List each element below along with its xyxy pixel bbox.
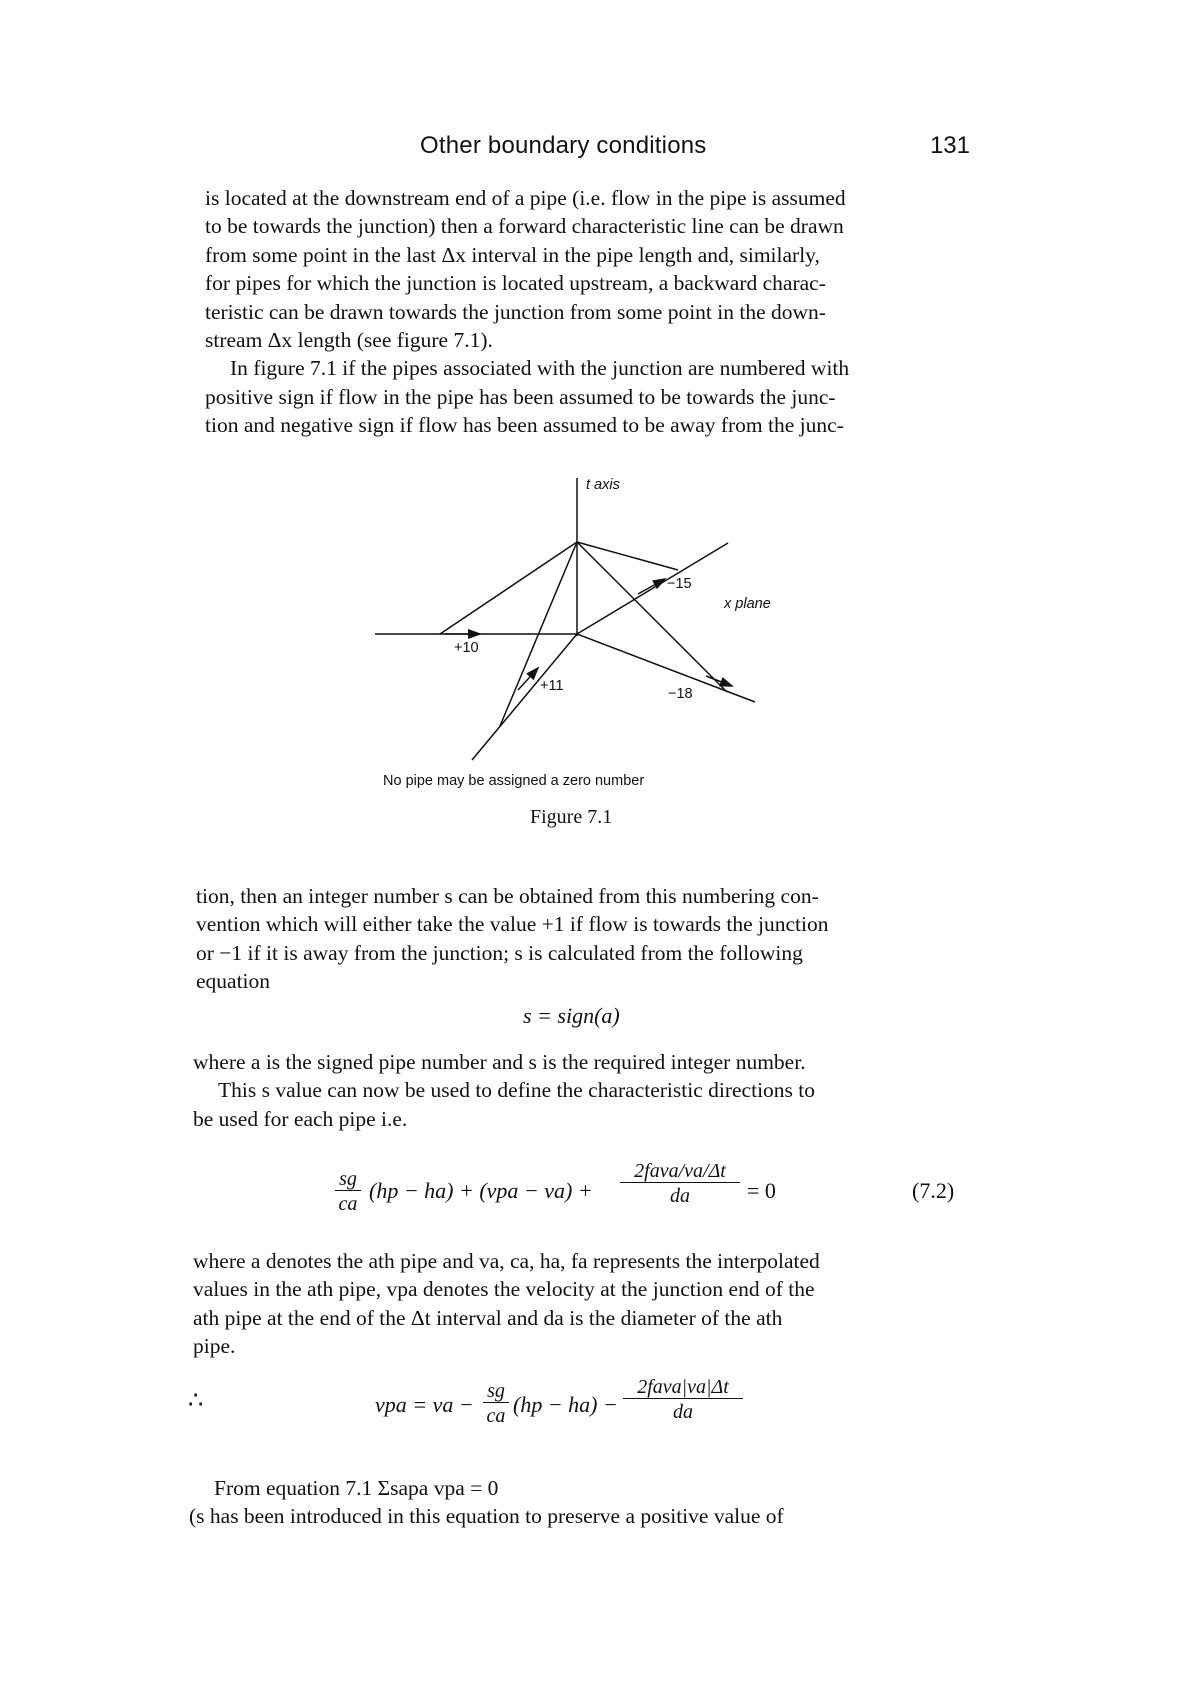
text-line: vention which will either take the value +1 if flow is towards the junction (196, 912, 829, 937)
t-axis-label: t axis (586, 477, 620, 493)
text-line: From equation 7.1 Σsapa vpa = 0 (214, 1476, 499, 1500)
eq72-frac-den: da (620, 1182, 740, 1207)
figure-note: No pipe may be assigned a zero number (383, 773, 645, 789)
eq-vpa-lead-den: ca (483, 1402, 509, 1427)
equation-number: (7.2) (912, 1178, 955, 1203)
therefore-symbol: ∴ (188, 1388, 204, 1414)
pipe-label-minus-15: −15 (667, 576, 692, 592)
page-number: 131 (929, 132, 970, 159)
running-head-title: Other boundary conditions (420, 132, 707, 159)
eq72-frac-num: 2fava/va/Δt (634, 1160, 726, 1182)
pipe-minus-15-arrow (638, 579, 665, 594)
text-line: is located at the downstream end of a pipe (i.e. flow in the pipe is assumed (205, 186, 846, 210)
text-line: ath pipe at the end of the Δt interval and da is the diameter of the ath (193, 1305, 783, 1330)
pipe-label-plus-10: +10 (454, 640, 479, 656)
eq-vpa-fraction (623, 1376, 743, 1423)
pipe-label-plus-11: +11 (540, 678, 564, 694)
pipe-label-minus-18: −18 (668, 686, 693, 702)
eq72-rhs: = 0 (747, 1178, 776, 1203)
pipe-plus-11-arrow (518, 668, 538, 690)
equation-sign: s = sign(a) (523, 1003, 620, 1028)
x-plane-label: x plane (724, 596, 771, 612)
paragraph-notation (193, 1247, 965, 1361)
text-line: tion, then an integer number s can be obtained from this numbering con- (196, 884, 819, 908)
junction-diagram (360, 478, 810, 778)
paragraph-equation-7-1 (189, 1474, 961, 1531)
paragraph-intro (205, 184, 977, 440)
eq-vpa-lead-num: sg (487, 1380, 505, 1402)
text-line: for pipes for which the junction is located upstream, a backward charac- (205, 271, 826, 296)
text-line: (s has been introduced in this equation to preserve a positive value of (189, 1504, 784, 1529)
text-line: teristic can be drawn towards the junction from some point in the down- (205, 299, 826, 324)
text-line: stream Δx length (see figure 7.1). (205, 328, 493, 353)
eq-vpa-frac-den: da (623, 1398, 743, 1423)
text-line: pipe. (193, 1334, 236, 1359)
figure-caption: Figure 7.1 (530, 806, 613, 828)
equation-7-2 (335, 1160, 805, 1234)
pipe-minus-15-char (577, 542, 678, 570)
eq72-body: (hp − ha) + (vpa − va) + (369, 1178, 593, 1203)
text-line: equation (196, 969, 271, 994)
text-line: positive sign if flow in the pipe has been assumed to be towards the junc- (205, 384, 836, 409)
text-line: or −1 if it is away from the junction; s is calculated from the following (196, 940, 803, 965)
text-line: where a is the signed pipe number and s is the required integer number. (193, 1050, 806, 1074)
text-line: This s value can now be used to define the characteristic directions to (218, 1078, 816, 1103)
text-line: be used for each pipe i.e. (193, 1106, 408, 1131)
pipe-minus-18-line (577, 634, 755, 702)
figure-7-1 (360, 478, 810, 778)
eq72-lead-fraction (335, 1168, 361, 1215)
eq72-lead-den: ca (335, 1190, 361, 1215)
pipe-plus-10-char (440, 542, 577, 634)
text-line: where a denotes the ath pipe and va, ca, ha, fa represents the interpolated (193, 1249, 820, 1273)
text-line: In figure 7.1 if the pipes associated with the junction are numbered with (230, 356, 850, 381)
text-line: from some point in the last Δx interval in the pipe length and, similarly, (205, 242, 820, 267)
equation-vpa (375, 1378, 755, 1444)
paragraph-s-definition (193, 1048, 965, 1133)
text-line: values in the ath pipe, vpa denotes the velocity at the junction end of the (193, 1277, 815, 1302)
text-line: tion and negative sign if flow has been assumed to be away from the junc- (205, 413, 844, 438)
pipe-plus-11-line (472, 634, 577, 760)
paragraph-sign-convention (196, 882, 968, 996)
text-line: to be towards the junction) then a forward characteristic line can be drawn (205, 214, 844, 239)
running-head (420, 132, 970, 168)
eq-vpa-lead-fraction (483, 1380, 509, 1427)
pipe-minus-18-char (577, 542, 727, 692)
eq72-fraction (620, 1160, 740, 1207)
eq-vpa-body: (hp − ha) − (513, 1392, 618, 1417)
pipe-minus-15-line (577, 543, 728, 634)
eq-vpa-frac-num: 2fava|va|Δt (637, 1376, 729, 1398)
eq72-lead-num: sg (339, 1168, 357, 1190)
eq-vpa-lhs: vpa = va − (375, 1392, 474, 1417)
